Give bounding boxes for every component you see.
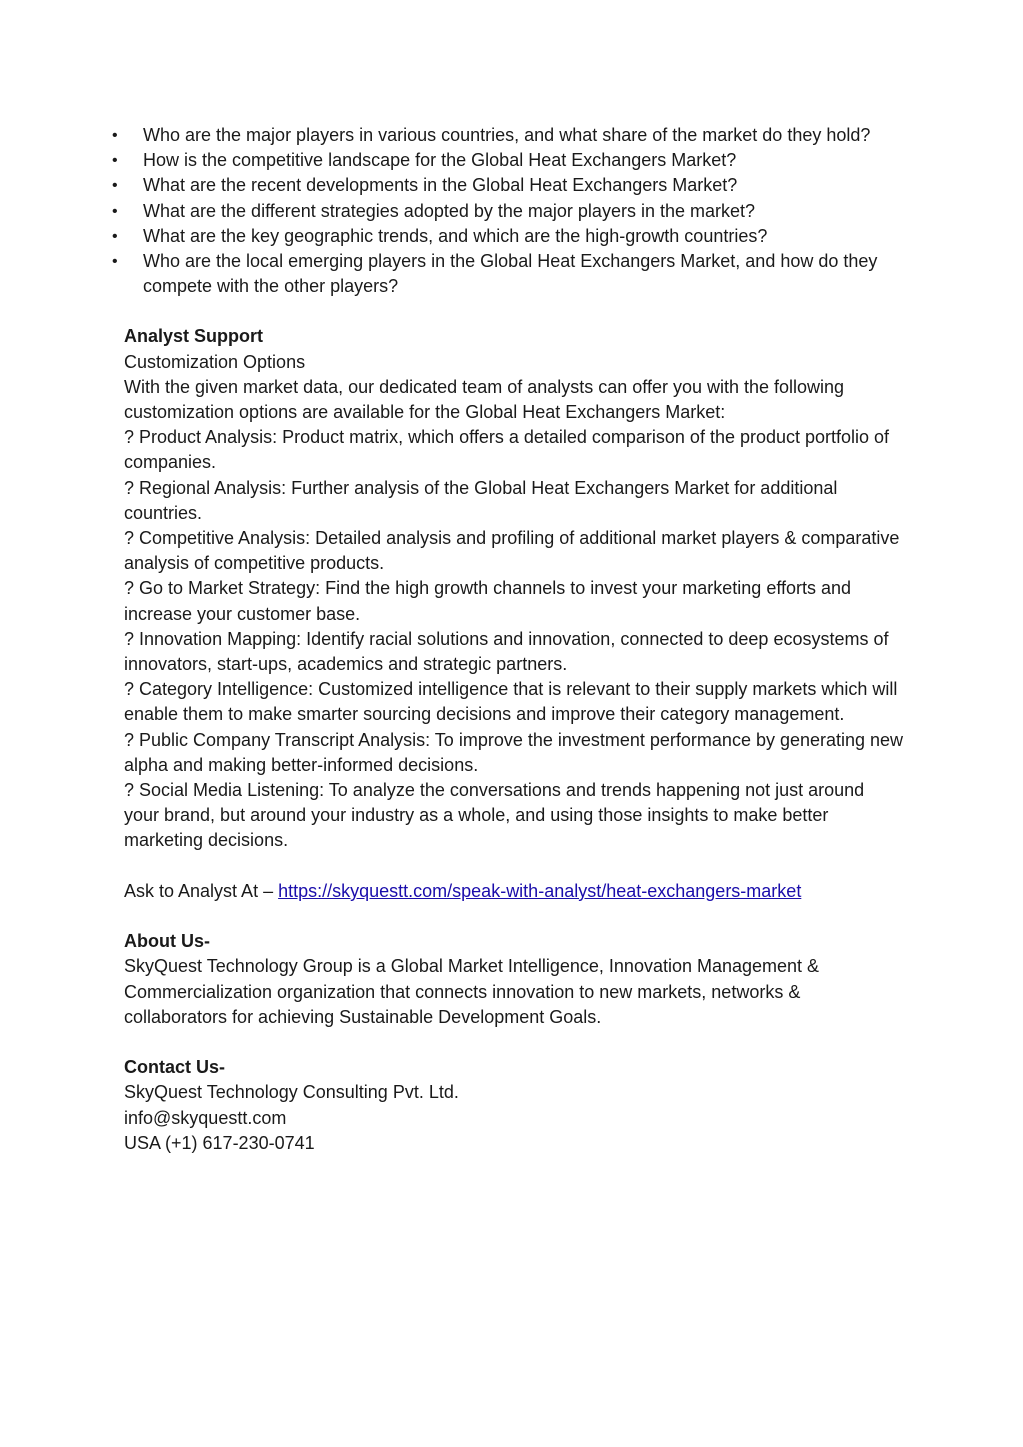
list-item: • What are the key geographic trends, and which are the high-growth countries? (124, 224, 904, 249)
contact-company: SkyQuest Technology Consulting Pvt. Ltd. (124, 1082, 459, 1103)
about-text: SkyQuest Technology Group is a Global Market Intelligence, Innovation Management & Commercialization organization that connects innovation to new markets, networks & collaborators for achieving Sustainable Development Goals. (124, 956, 820, 1027)
analyst-support-heading: Analyst Support (124, 326, 264, 347)
customization-option: ? Product Analysis: Product matrix, which offers a detailed comparison of the product portfolio of companies. (124, 427, 890, 473)
bullet-icon: • (112, 202, 118, 220)
customization-option: ? Go to Market Strategy: Find the high growth channels to invest your marketing efforts and increase your customer base. (124, 578, 852, 624)
document-body (112, 123, 904, 1156)
spacer (124, 1030, 904, 1055)
about-section (124, 929, 904, 1030)
contact-heading: Contact Us- (124, 1057, 226, 1078)
customization-option: ? Social Media Listening: To analyze the conversations and trends happening not just around your brand, but around your industry as a whole, and using those insights to make better marketing decisions. (124, 780, 865, 851)
bullet-icon: • (112, 253, 118, 271)
list-item: • How is the competitive landscape for the Global Heat Exchangers Market? (124, 148, 904, 173)
list-item: • What are the different strategies adopted by the major players in the market? (124, 199, 904, 224)
list-item: • Who are the local emerging players in the Global Heat Exchangers Market, and how do they compete with the other players? (112, 251, 878, 297)
customization-option: ? Category Intelligence: Customized intelligence that is relevant to their supply markets which will enable them to make smarter sourcing decisions and improve their category management. (124, 679, 898, 725)
spacer (124, 904, 904, 929)
list-item: • What are the recent developments in the Global Heat Exchangers Market? (124, 173, 904, 198)
bullet-icon: • (112, 227, 118, 245)
ask-analyst-line (124, 879, 904, 904)
customization-option: ? Innovation Mapping: Identify racial solutions and innovation, connected to deep ecosystems of innovators, start-ups, academics and strategic partners. (124, 628, 889, 675)
about-heading: About Us- (124, 931, 210, 952)
customization-option: ? Public Company Transcript Analysis: To improve the investment performance by generating new alpha and making better-informed decisions. (124, 729, 904, 775)
question-list (112, 123, 904, 299)
analyst-support-section (124, 324, 904, 853)
customization-option: ? Competitive Analysis: Detailed analysis and profiling of additional market players & comparative analysis of competitive products. (124, 528, 900, 574)
ask-analyst-label: Ask to Analyst At – (124, 880, 279, 901)
bullet-icon: • (112, 127, 118, 144)
customization-subheading: Customization Options (124, 351, 306, 372)
contact-email: info@skyquestt.com (124, 1107, 287, 1128)
bullet-icon: • (112, 177, 118, 195)
customization-option: ? Regional Analysis: Further analysis of the Global Heat Exchangers Market for additional countries. (124, 477, 838, 523)
contact-section (124, 1055, 904, 1156)
bullet-icon: • (112, 152, 118, 170)
list-item: • Who are the major players in various countries, and what share of the market do they hold? (124, 123, 904, 148)
customization-intro: With the given market data, our dedicated team of analysts can offer you with the following customization options are available for the Global Heat Exchangers Market: (124, 376, 845, 423)
analyst-link[interactable]: https://skyquestt.com/speak-with-analyst/heat-exchangers-market (278, 880, 802, 901)
contact-phone: USA (+1) 617-230-0741 (124, 1132, 315, 1153)
spacer (124, 854, 904, 879)
